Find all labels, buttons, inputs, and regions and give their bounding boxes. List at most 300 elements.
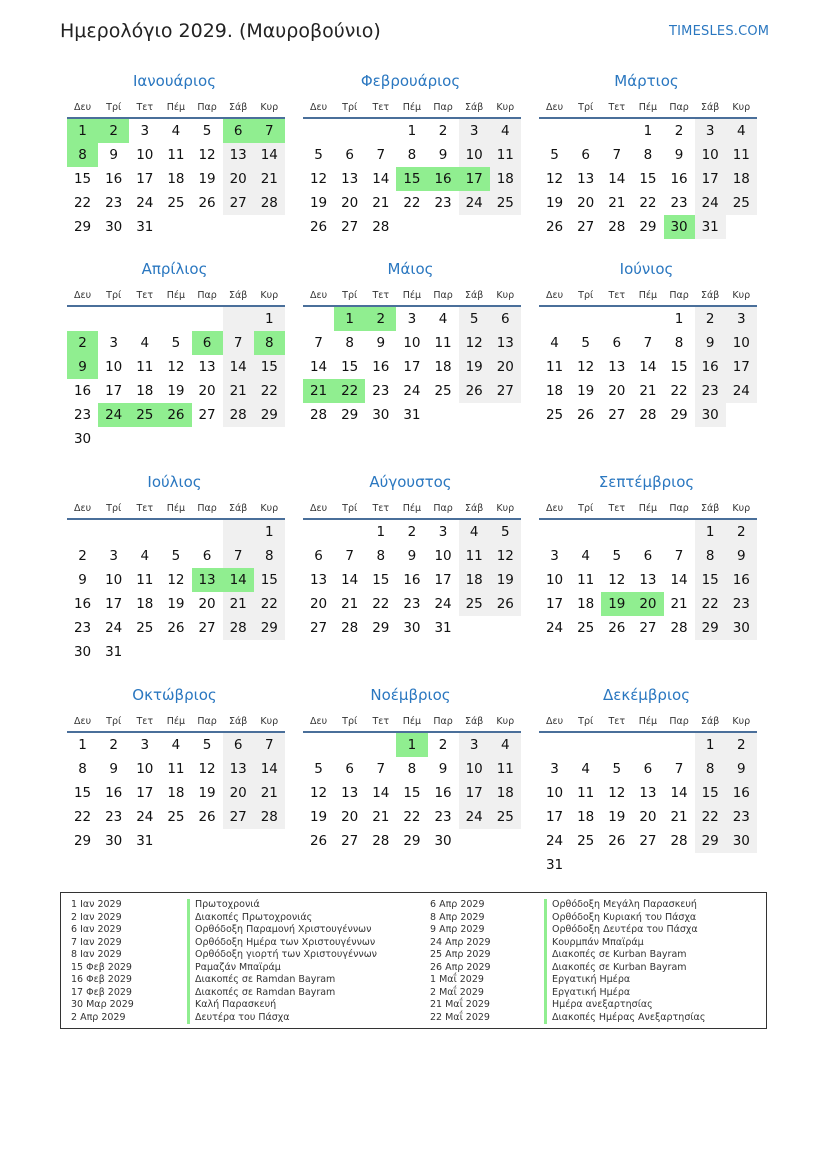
day-cell[interactable]: 2 bbox=[674, 123, 684, 139]
day-cell[interactable]: 6 bbox=[612, 335, 622, 351]
day-cell[interactable]: 26 bbox=[545, 219, 564, 235]
holiday-day-cell[interactable]: 1 bbox=[67, 119, 98, 143]
day-cell[interactable]: 27 bbox=[490, 379, 521, 403]
day-cell[interactable]: 23 bbox=[434, 809, 452, 825]
day-cell[interactable]: 16 bbox=[372, 359, 390, 375]
day-cell[interactable]: 10 bbox=[459, 757, 490, 781]
day-cell[interactable]: 1 bbox=[376, 524, 386, 540]
day-cell[interactable]: 8 bbox=[376, 548, 386, 564]
day-cell[interactable]: 1 bbox=[407, 123, 417, 139]
day-cell[interactable]: 12 bbox=[167, 359, 185, 375]
day-cell[interactable]: 14 bbox=[309, 359, 328, 375]
day-cell[interactable]: 23 bbox=[105, 195, 123, 211]
day-cell[interactable]: 10 bbox=[545, 785, 564, 801]
day-cell[interactable]: 12 bbox=[198, 147, 216, 163]
day-cell[interactable]: 30 bbox=[372, 407, 390, 423]
day-cell[interactable]: 4 bbox=[459, 520, 490, 544]
day-cell[interactable]: 31 bbox=[136, 833, 154, 849]
day-cell[interactable]: 8 bbox=[407, 761, 417, 777]
day-cell[interactable]: 14 bbox=[223, 355, 254, 379]
day-cell[interactable]: 25 bbox=[726, 191, 757, 215]
day-cell[interactable]: 20 bbox=[490, 355, 521, 379]
day-cell[interactable]: 5 bbox=[550, 147, 559, 163]
day-cell[interactable]: 12 bbox=[545, 171, 564, 187]
holiday-day-cell[interactable]: 6 bbox=[192, 331, 223, 355]
day-cell[interactable]: 29 bbox=[254, 616, 285, 640]
day-cell[interactable]: 29 bbox=[73, 833, 92, 849]
day-cell[interactable]: 7 bbox=[376, 761, 386, 777]
day-cell[interactable]: 3 bbox=[695, 119, 726, 143]
day-cell[interactable]: 4 bbox=[581, 548, 590, 564]
day-cell[interactable]: 3 bbox=[726, 307, 757, 331]
day-cell[interactable]: 8 bbox=[695, 757, 726, 781]
day-cell[interactable]: 18 bbox=[167, 171, 185, 187]
day-cell[interactable]: 7 bbox=[345, 548, 354, 564]
day-cell[interactable]: 24 bbox=[403, 383, 421, 399]
day-cell[interactable]: 24 bbox=[136, 809, 154, 825]
day-cell[interactable]: 14 bbox=[639, 359, 657, 375]
day-cell[interactable]: 4 bbox=[171, 123, 181, 139]
holiday-day-cell[interactable]: 30 bbox=[664, 215, 695, 239]
holiday-day-cell[interactable]: 20 bbox=[632, 592, 663, 616]
day-cell[interactable]: 1 bbox=[695, 520, 726, 544]
day-cell[interactable]: 1 bbox=[254, 520, 285, 544]
day-cell[interactable]: 16 bbox=[403, 572, 421, 588]
day-cell[interactable]: 12 bbox=[577, 359, 595, 375]
day-cell[interactable]: 18 bbox=[167, 785, 185, 801]
day-cell[interactable]: 12 bbox=[608, 785, 626, 801]
day-cell[interactable]: 27 bbox=[223, 191, 254, 215]
day-cell[interactable]: 6 bbox=[223, 733, 254, 757]
day-cell[interactable]: 28 bbox=[309, 407, 328, 423]
holiday-day-cell[interactable]: 1 bbox=[396, 733, 427, 757]
day-cell[interactable]: 28 bbox=[372, 833, 390, 849]
day-cell[interactable]: 30 bbox=[105, 833, 123, 849]
holiday-day-cell[interactable]: 2 bbox=[365, 307, 396, 331]
day-cell[interactable]: 21 bbox=[254, 781, 285, 805]
day-cell[interactable]: 22 bbox=[670, 383, 688, 399]
day-cell[interactable]: 11 bbox=[490, 143, 521, 167]
day-cell[interactable]: 17 bbox=[105, 383, 123, 399]
day-cell[interactable]: 20 bbox=[577, 195, 595, 211]
day-cell[interactable]: 28 bbox=[670, 833, 688, 849]
day-cell[interactable]: 19 bbox=[309, 195, 328, 211]
day-cell[interactable]: 31 bbox=[695, 215, 726, 239]
day-cell[interactable]: 12 bbox=[490, 544, 521, 568]
day-cell[interactable]: 23 bbox=[695, 379, 726, 403]
day-cell[interactable]: 4 bbox=[726, 119, 757, 143]
day-cell[interactable]: 22 bbox=[695, 592, 726, 616]
day-cell[interactable]: 18 bbox=[459, 568, 490, 592]
day-cell[interactable]: 13 bbox=[309, 572, 328, 588]
holiday-day-cell[interactable]: 21 bbox=[303, 379, 334, 403]
day-cell[interactable]: 4 bbox=[581, 761, 590, 777]
day-cell[interactable]: 14 bbox=[372, 171, 390, 187]
day-cell[interactable]: 1 bbox=[78, 737, 87, 753]
day-cell[interactable]: 22 bbox=[254, 379, 285, 403]
day-cell[interactable]: 21 bbox=[223, 379, 254, 403]
day-cell[interactable]: 14 bbox=[254, 143, 285, 167]
holiday-day-cell[interactable]: 19 bbox=[601, 592, 632, 616]
day-cell[interactable]: 16 bbox=[726, 568, 757, 592]
day-cell[interactable]: 17 bbox=[545, 596, 564, 612]
day-cell[interactable]: 18 bbox=[545, 383, 564, 399]
day-cell[interactable]: 30 bbox=[726, 829, 757, 853]
day-cell[interactable]: 14 bbox=[608, 171, 626, 187]
day-cell[interactable]: 19 bbox=[198, 171, 216, 187]
day-cell[interactable]: 27 bbox=[198, 620, 216, 636]
day-cell[interactable]: 28 bbox=[223, 616, 254, 640]
day-cell[interactable]: 31 bbox=[136, 219, 154, 235]
day-cell[interactable]: 28 bbox=[223, 403, 254, 427]
day-cell[interactable]: 7 bbox=[314, 335, 323, 351]
holiday-day-cell[interactable]: 2 bbox=[67, 331, 98, 355]
day-cell[interactable]: 27 bbox=[577, 219, 595, 235]
day-cell[interactable]: 4 bbox=[490, 733, 521, 757]
day-cell[interactable]: 2 bbox=[438, 123, 448, 139]
day-cell[interactable]: 3 bbox=[109, 335, 118, 351]
day-cell[interactable]: 21 bbox=[372, 195, 390, 211]
day-cell[interactable]: 20 bbox=[223, 167, 254, 191]
day-cell[interactable]: 5 bbox=[612, 761, 622, 777]
holiday-day-cell[interactable]: 13 bbox=[192, 568, 223, 592]
day-cell[interactable]: 24 bbox=[434, 596, 452, 612]
day-cell[interactable]: 16 bbox=[73, 596, 92, 612]
day-cell[interactable]: 4 bbox=[140, 548, 150, 564]
day-cell[interactable]: 5 bbox=[202, 123, 212, 139]
day-cell[interactable]: 7 bbox=[223, 331, 254, 355]
day-cell[interactable]: 16 bbox=[670, 171, 688, 187]
holiday-day-cell[interactable]: 1 bbox=[334, 307, 365, 331]
day-cell[interactable]: 8 bbox=[674, 335, 684, 351]
day-cell[interactable]: 13 bbox=[639, 785, 657, 801]
day-cell[interactable]: 23 bbox=[105, 809, 123, 825]
day-cell[interactable]: 25 bbox=[490, 805, 521, 829]
day-cell[interactable]: 2 bbox=[695, 307, 726, 331]
day-cell[interactable]: 12 bbox=[309, 171, 328, 187]
day-cell[interactable]: 19 bbox=[309, 809, 328, 825]
day-cell[interactable]: 15 bbox=[403, 785, 421, 801]
day-cell[interactable]: 24 bbox=[136, 195, 154, 211]
day-cell[interactable]: 6 bbox=[202, 548, 212, 564]
day-cell[interactable]: 23 bbox=[726, 805, 757, 829]
day-cell[interactable]: 5 bbox=[171, 548, 181, 564]
day-cell[interactable]: 11 bbox=[434, 335, 452, 351]
day-cell[interactable]: 13 bbox=[341, 785, 359, 801]
holiday-day-cell[interactable]: 22 bbox=[334, 379, 365, 403]
day-cell[interactable]: 5 bbox=[459, 307, 490, 331]
day-cell[interactable]: 11 bbox=[136, 359, 154, 375]
day-cell[interactable]: 7 bbox=[254, 733, 285, 757]
day-cell[interactable]: 9 bbox=[109, 147, 118, 163]
day-cell[interactable]: 8 bbox=[643, 147, 653, 163]
day-cell[interactable]: 23 bbox=[372, 383, 390, 399]
day-cell[interactable]: 23 bbox=[403, 596, 421, 612]
day-cell[interactable]: 18 bbox=[434, 359, 452, 375]
day-cell[interactable]: 22 bbox=[254, 592, 285, 616]
day-cell[interactable]: 5 bbox=[171, 335, 181, 351]
day-cell[interactable]: 7 bbox=[376, 147, 386, 163]
day-cell[interactable]: 21 bbox=[223, 592, 254, 616]
day-cell[interactable]: 13 bbox=[198, 359, 216, 375]
day-cell[interactable]: 6 bbox=[643, 761, 653, 777]
day-cell[interactable]: 3 bbox=[459, 119, 490, 143]
day-cell[interactable]: 3 bbox=[140, 123, 150, 139]
day-cell[interactable]: 6 bbox=[643, 548, 653, 564]
day-cell[interactable]: 13 bbox=[577, 171, 595, 187]
day-cell[interactable]: 15 bbox=[73, 785, 92, 801]
day-cell[interactable]: 8 bbox=[695, 544, 726, 568]
day-cell[interactable]: 20 bbox=[608, 383, 626, 399]
day-cell[interactable]: 4 bbox=[171, 737, 181, 753]
day-cell[interactable]: 16 bbox=[726, 781, 757, 805]
day-cell[interactable]: 19 bbox=[167, 596, 185, 612]
day-cell[interactable]: 26 bbox=[198, 195, 216, 211]
day-cell[interactable]: 4 bbox=[140, 335, 150, 351]
day-cell[interactable]: 3 bbox=[109, 548, 118, 564]
day-cell[interactable]: 17 bbox=[136, 171, 154, 187]
day-cell[interactable]: 10 bbox=[136, 761, 154, 777]
day-cell[interactable]: 11 bbox=[577, 785, 595, 801]
day-cell[interactable]: 23 bbox=[73, 620, 92, 636]
day-cell[interactable]: 23 bbox=[73, 407, 92, 423]
day-cell[interactable]: 11 bbox=[577, 572, 595, 588]
day-cell[interactable]: 6 bbox=[581, 147, 590, 163]
day-cell[interactable]: 3 bbox=[140, 737, 150, 753]
day-cell[interactable]: 28 bbox=[254, 805, 285, 829]
day-cell[interactable]: 20 bbox=[309, 596, 328, 612]
day-cell[interactable]: 14 bbox=[254, 757, 285, 781]
day-cell[interactable]: 9 bbox=[376, 335, 386, 351]
day-cell[interactable]: 29 bbox=[639, 219, 657, 235]
day-cell[interactable]: 11 bbox=[726, 143, 757, 167]
day-cell[interactable]: 7 bbox=[674, 761, 684, 777]
day-cell[interactable]: 25 bbox=[459, 592, 490, 616]
holiday-day-cell[interactable]: 26 bbox=[160, 403, 191, 427]
day-cell[interactable]: 17 bbox=[136, 785, 154, 801]
day-cell[interactable]: 29 bbox=[695, 616, 726, 640]
day-cell[interactable]: 10 bbox=[105, 572, 123, 588]
day-cell[interactable]: 26 bbox=[608, 833, 626, 849]
day-cell[interactable]: 7 bbox=[643, 335, 653, 351]
day-cell[interactable]: 7 bbox=[223, 544, 254, 568]
day-cell[interactable]: 9 bbox=[726, 757, 757, 781]
day-cell[interactable]: 17 bbox=[403, 359, 421, 375]
day-cell[interactable]: 4 bbox=[550, 335, 559, 351]
day-cell[interactable]: 26 bbox=[577, 407, 595, 423]
day-cell[interactable]: 18 bbox=[726, 167, 757, 191]
day-cell[interactable]: 28 bbox=[341, 620, 359, 636]
day-cell[interactable]: 4 bbox=[490, 119, 521, 143]
day-cell[interactable]: 15 bbox=[695, 568, 726, 592]
day-cell[interactable]: 24 bbox=[695, 191, 726, 215]
day-cell[interactable]: 23 bbox=[670, 195, 688, 211]
day-cell[interactable]: 5 bbox=[314, 147, 323, 163]
day-cell[interactable]: 13 bbox=[223, 757, 254, 781]
holiday-day-cell[interactable]: 15 bbox=[396, 167, 427, 191]
day-cell[interactable]: 17 bbox=[545, 809, 564, 825]
day-cell[interactable]: 3 bbox=[438, 524, 448, 540]
day-cell[interactable]: 30 bbox=[73, 431, 92, 447]
day-cell[interactable]: 22 bbox=[403, 809, 421, 825]
day-cell[interactable]: 20 bbox=[341, 809, 359, 825]
day-cell[interactable]: 2 bbox=[407, 524, 417, 540]
holiday-day-cell[interactable]: 17 bbox=[459, 167, 490, 191]
day-cell[interactable]: 13 bbox=[341, 171, 359, 187]
day-cell[interactable]: 16 bbox=[105, 171, 123, 187]
day-cell[interactable]: 29 bbox=[254, 403, 285, 427]
brand-logo[interactable]: TIMESLES.COM bbox=[669, 24, 770, 39]
day-cell[interactable]: 18 bbox=[577, 809, 595, 825]
day-cell[interactable]: 7 bbox=[612, 147, 622, 163]
day-cell[interactable]: 1 bbox=[674, 311, 684, 327]
day-cell[interactable]: 8 bbox=[254, 544, 285, 568]
day-cell[interactable]: 29 bbox=[403, 833, 421, 849]
holiday-day-cell[interactable]: 7 bbox=[254, 119, 285, 143]
day-cell[interactable]: 15 bbox=[254, 355, 285, 379]
day-cell[interactable]: 15 bbox=[73, 171, 92, 187]
day-cell[interactable]: 19 bbox=[577, 383, 595, 399]
day-cell[interactable]: 10 bbox=[136, 147, 154, 163]
day-cell[interactable]: 9 bbox=[695, 331, 726, 355]
day-cell[interactable]: 4 bbox=[438, 311, 448, 327]
day-cell[interactable]: 5 bbox=[314, 761, 323, 777]
day-cell[interactable]: 9 bbox=[438, 761, 448, 777]
day-cell[interactable]: 20 bbox=[341, 195, 359, 211]
day-cell[interactable]: 3 bbox=[550, 761, 559, 777]
day-cell[interactable]: 15 bbox=[670, 359, 688, 375]
day-cell[interactable]: 12 bbox=[167, 572, 185, 588]
holiday-day-cell[interactable]: 14 bbox=[223, 568, 254, 592]
day-cell[interactable]: 1 bbox=[643, 123, 653, 139]
day-cell[interactable]: 28 bbox=[608, 219, 626, 235]
day-cell[interactable]: 9 bbox=[109, 761, 118, 777]
day-cell[interactable]: 2 bbox=[726, 733, 757, 757]
day-cell[interactable]: 31 bbox=[105, 644, 123, 660]
day-cell[interactable]: 9 bbox=[78, 572, 87, 588]
day-cell[interactable]: 10 bbox=[695, 143, 726, 167]
day-cell[interactable]: 27 bbox=[341, 833, 359, 849]
day-cell[interactable]: 25 bbox=[545, 407, 564, 423]
day-cell[interactable]: 21 bbox=[670, 596, 688, 612]
day-cell[interactable]: 18 bbox=[136, 596, 154, 612]
day-cell[interactable]: 15 bbox=[254, 568, 285, 592]
day-cell[interactable]: 3 bbox=[550, 548, 559, 564]
day-cell[interactable]: 20 bbox=[198, 596, 216, 612]
day-cell[interactable]: 25 bbox=[577, 620, 595, 636]
day-cell[interactable]: 27 bbox=[309, 620, 328, 636]
day-cell[interactable]: 15 bbox=[639, 171, 657, 187]
day-cell[interactable]: 1 bbox=[254, 307, 285, 331]
day-cell[interactable]: 24 bbox=[459, 805, 490, 829]
day-cell[interactable]: 30 bbox=[73, 644, 92, 660]
day-cell[interactable]: 27 bbox=[608, 407, 626, 423]
day-cell[interactable]: 21 bbox=[608, 195, 626, 211]
day-cell[interactable]: 22 bbox=[73, 195, 92, 211]
day-cell[interactable]: 5 bbox=[490, 520, 521, 544]
day-cell[interactable]: 28 bbox=[639, 407, 657, 423]
day-cell[interactable]: 27 bbox=[341, 219, 359, 235]
day-cell[interactable]: 22 bbox=[372, 596, 390, 612]
day-cell[interactable]: 20 bbox=[639, 809, 657, 825]
day-cell[interactable]: 8 bbox=[78, 761, 87, 777]
day-cell[interactable]: 25 bbox=[577, 833, 595, 849]
day-cell[interactable]: 28 bbox=[372, 219, 390, 235]
day-cell[interactable]: 31 bbox=[403, 407, 421, 423]
day-cell[interactable]: 14 bbox=[372, 785, 390, 801]
day-cell[interactable]: 26 bbox=[198, 809, 216, 825]
day-cell[interactable]: 6 bbox=[314, 548, 323, 564]
day-cell[interactable]: 9 bbox=[674, 147, 684, 163]
day-cell[interactable]: 22 bbox=[73, 809, 92, 825]
day-cell[interactable]: 21 bbox=[372, 809, 390, 825]
day-cell[interactable]: 5 bbox=[581, 335, 590, 351]
day-cell[interactable]: 16 bbox=[73, 383, 92, 399]
holiday-day-cell[interactable]: 9 bbox=[67, 355, 98, 379]
day-cell[interactable]: 21 bbox=[639, 383, 657, 399]
day-cell[interactable]: 29 bbox=[670, 407, 688, 423]
day-cell[interactable]: 27 bbox=[223, 805, 254, 829]
day-cell[interactable]: 10 bbox=[105, 359, 123, 375]
day-cell[interactable]: 20 bbox=[198, 383, 216, 399]
holiday-day-cell[interactable]: 8 bbox=[254, 331, 285, 355]
day-cell[interactable]: 28 bbox=[254, 191, 285, 215]
holiday-day-cell[interactable]: 16 bbox=[428, 167, 459, 191]
day-cell[interactable]: 26 bbox=[167, 620, 185, 636]
day-cell[interactable]: 13 bbox=[639, 572, 657, 588]
day-cell[interactable]: 30 bbox=[695, 403, 726, 427]
day-cell[interactable]: 22 bbox=[695, 805, 726, 829]
day-cell[interactable]: 19 bbox=[459, 355, 490, 379]
day-cell[interactable]: 10 bbox=[403, 335, 421, 351]
day-cell[interactable]: 6 bbox=[345, 147, 354, 163]
day-cell[interactable]: 25 bbox=[167, 809, 185, 825]
day-cell[interactable]: 17 bbox=[105, 596, 123, 612]
day-cell[interactable]: 17 bbox=[434, 572, 452, 588]
day-cell[interactable]: 17 bbox=[459, 781, 490, 805]
day-cell[interactable]: 30 bbox=[726, 616, 757, 640]
day-cell[interactable]: 17 bbox=[695, 167, 726, 191]
day-cell[interactable]: 22 bbox=[403, 195, 421, 211]
day-cell[interactable]: 24 bbox=[105, 620, 123, 636]
day-cell[interactable]: 19 bbox=[608, 809, 626, 825]
day-cell[interactable]: 29 bbox=[372, 620, 390, 636]
day-cell[interactable]: 21 bbox=[341, 596, 359, 612]
day-cell[interactable]: 29 bbox=[341, 407, 359, 423]
day-cell[interactable]: 11 bbox=[167, 147, 185, 163]
day-cell[interactable]: 25 bbox=[167, 195, 185, 211]
day-cell[interactable]: 9 bbox=[407, 548, 417, 564]
day-cell[interactable]: 2 bbox=[78, 548, 87, 564]
day-cell[interactable]: 28 bbox=[670, 620, 688, 636]
day-cell[interactable]: 31 bbox=[545, 857, 564, 873]
day-cell[interactable]: 19 bbox=[198, 785, 216, 801]
holiday-day-cell[interactable]: 6 bbox=[223, 119, 254, 143]
day-cell[interactable]: 21 bbox=[254, 167, 285, 191]
day-cell[interactable]: 18 bbox=[136, 383, 154, 399]
day-cell[interactable]: 14 bbox=[341, 572, 359, 588]
day-cell[interactable]: 11 bbox=[459, 544, 490, 568]
day-cell[interactable]: 1 bbox=[695, 733, 726, 757]
day-cell[interactable]: 17 bbox=[726, 355, 757, 379]
day-cell[interactable]: 11 bbox=[167, 761, 185, 777]
day-cell[interactable]: 14 bbox=[670, 572, 688, 588]
day-cell[interactable]: 13 bbox=[490, 331, 521, 355]
day-cell[interactable]: 6 bbox=[490, 307, 521, 331]
day-cell[interactable]: 10 bbox=[459, 143, 490, 167]
day-cell[interactable]: 29 bbox=[695, 829, 726, 853]
day-cell[interactable]: 26 bbox=[608, 620, 626, 636]
